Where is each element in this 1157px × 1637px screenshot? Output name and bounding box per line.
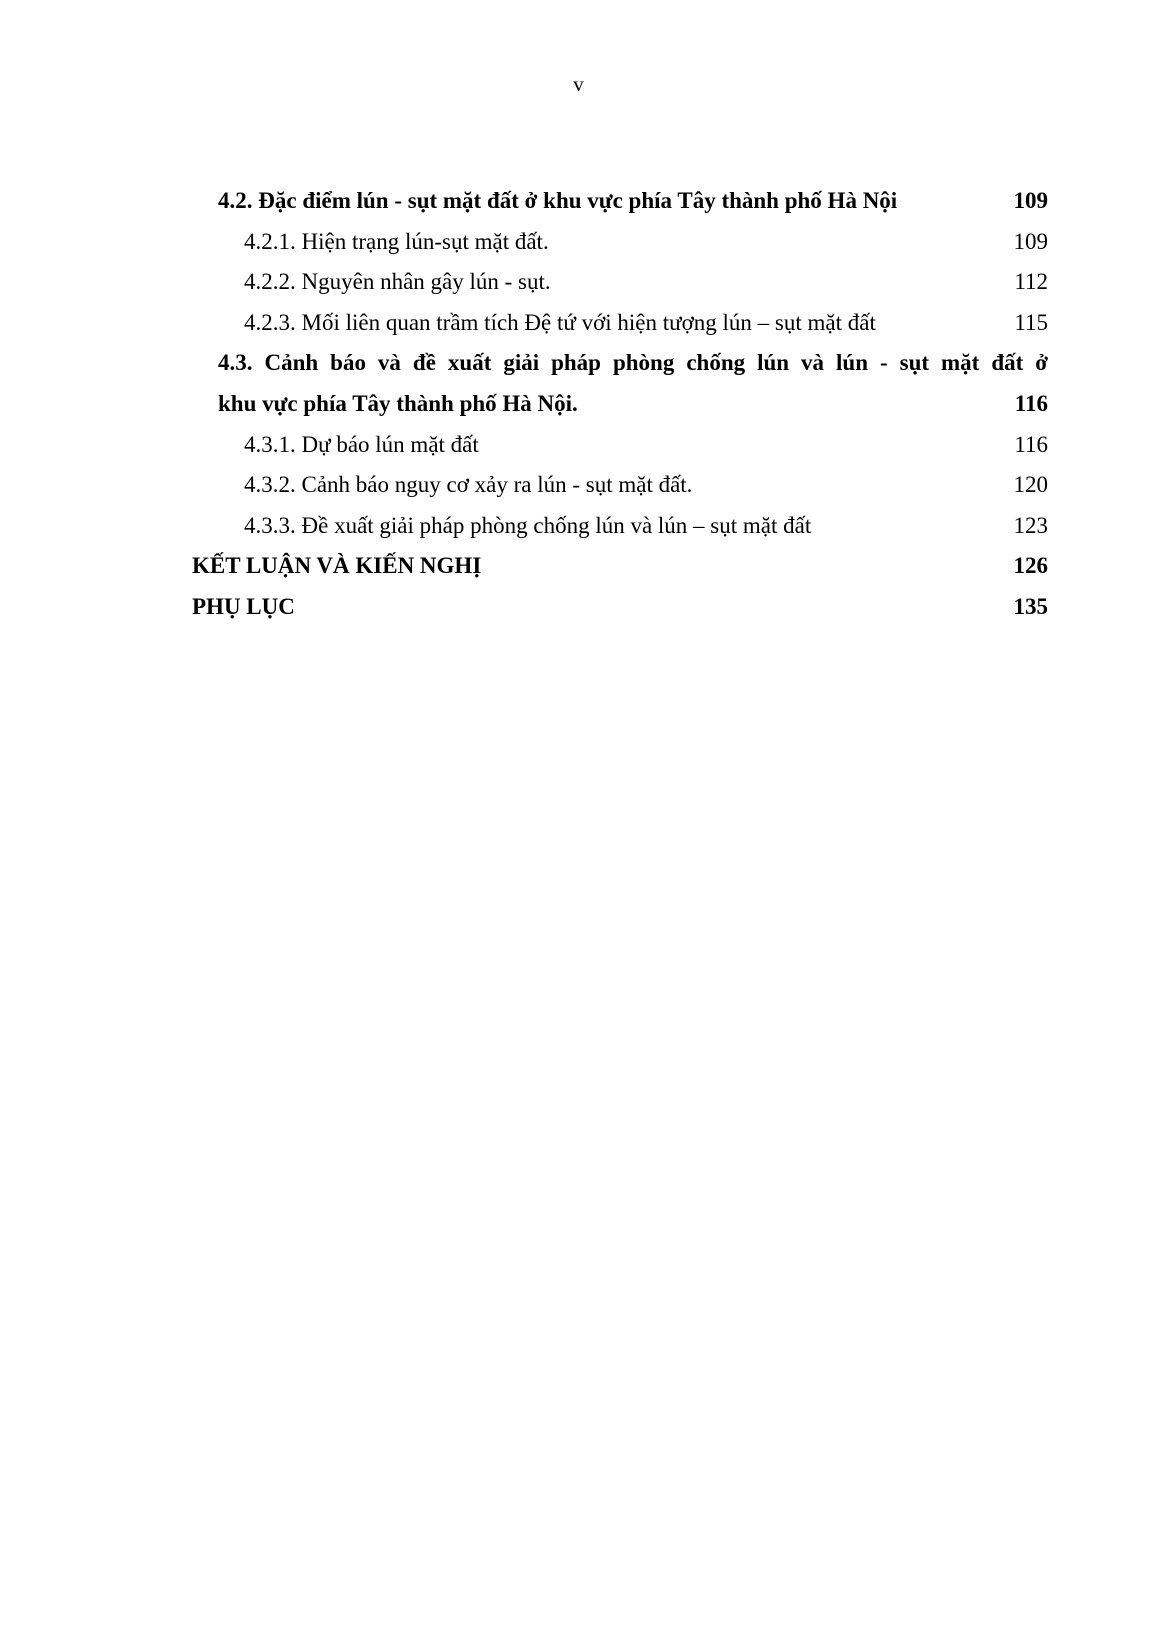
toc-entry-page: 126 [1013, 553, 1048, 579]
toc-entry-title: khu vực phía Tây thành phố Hà Nội. [218, 390, 578, 416]
toc-entry-4-2-2[interactable] [192, 269, 1048, 310]
toc-entry-title: 4.3.2. Cảnh báo nguy cơ xảy ra lún - sụt mặt đất. [244, 472, 693, 498]
toc-entry-title: 4.2.3. Mối liên quan trầm tích Đệ tứ với hiện tượng lún – sụt mặt đất [244, 309, 876, 335]
toc-entry-4-2-3[interactable] [192, 310, 1048, 351]
toc-entry-conclusion[interactable] [192, 553, 1048, 594]
toc-entry-page: 120 [1013, 472, 1048, 498]
toc-entry-title: 4.2.1. Hiện trạng lún-sụt mặt đất. [244, 228, 549, 254]
toc-entry-4-3[interactable] [192, 350, 1048, 391]
toc-entry-title: 4.3.3. Đề xuất giải pháp phòng chống lún và lún – sụt mặt đất [244, 512, 812, 538]
toc-entry-4-2-1[interactable] [192, 229, 1048, 270]
toc-entry-page: 109 [1013, 228, 1048, 254]
page-number: v [573, 72, 584, 96]
toc-entry-4-3-1[interactable] [192, 432, 1048, 473]
toc-entry-title: KẾT LUẬN VÀ KIẾN NGHỊ [192, 553, 482, 579]
toc-entry-4-3-3[interactable] [192, 513, 1048, 554]
toc-entry-4-3-continued[interactable] [192, 391, 1048, 432]
toc-entry-appendix[interactable] [192, 594, 1048, 635]
toc-entry-page: 116 [1014, 390, 1048, 416]
toc-entry-page: 123 [1013, 512, 1048, 538]
toc-entry-page: 109 [1013, 188, 1048, 213]
toc-entry-title: 4.2.2. Nguyên nhân gây lún - sụt. [244, 269, 551, 295]
toc-entry-title: 4.2. Đặc điểm lún - sụt mặt đất ở khu vực phía Tây thành phố Hà Nội [218, 188, 898, 213]
toc-entry-page: 116 [1014, 431, 1048, 457]
toc-entry-page: 135 [1013, 593, 1048, 619]
toc-entry-page: 112 [1014, 269, 1048, 295]
toc-entry-4-3-2[interactable] [192, 472, 1048, 513]
toc-entry-title: 4.3.1. Dự báo lún mặt đất [244, 431, 479, 457]
toc-entry-title: 4.3. Cảnh báo và đề xuất giải pháp phòng chống lún và lún - sụt mặt đất ở [218, 350, 1048, 376]
table-of-contents [192, 188, 1048, 635]
toc-entry-title: PHỤ LỤC [192, 593, 295, 619]
toc-entry-page: 115 [1014, 309, 1048, 335]
toc-entry-4-2[interactable] [192, 188, 1048, 229]
